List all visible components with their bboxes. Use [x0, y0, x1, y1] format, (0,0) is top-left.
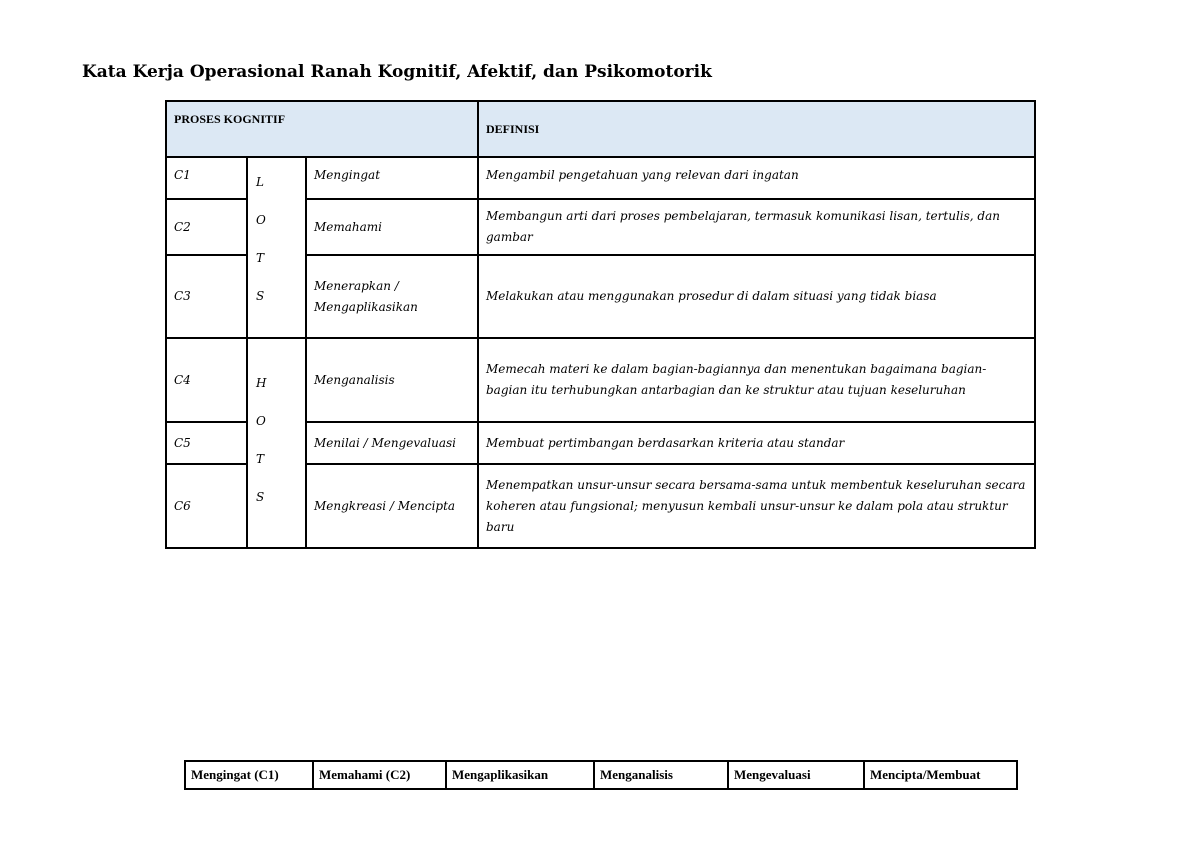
row-process: Menilai / Mengevaluasi: [306, 422, 478, 464]
hots-letter: O: [256, 414, 266, 428]
footer-verb-table: [184, 760, 1018, 790]
row-code: C1: [166, 157, 247, 199]
footer-cell: Memahami (C2): [313, 761, 446, 789]
header-definisi: DEFINISI: [478, 101, 1035, 157]
row-code: C5: [166, 422, 247, 464]
row-definition: Mengambil pengetahuan yang relevan dari ingatan: [478, 157, 1035, 199]
row-definition: Memecah materi ke dalam bagian-bagiannya dan menentukan bagaimana bagian-bagian itu terhubungkan antarbagian dan ke struktur atau tujuan keseluruhan: [478, 338, 1035, 422]
row-code: C6: [166, 464, 247, 548]
row-definition: Melakukan atau menggunakan prosedur di dalam situasi yang tidak biasa: [478, 255, 1035, 338]
row-definition: Menempatkan unsur-unsur secara bersama-sama untuk membentuk keseluruhan secara koheren atau fungsional; menyusun kembali unsur-unsur ke dalam pola atau struktur baru: [478, 464, 1035, 548]
footer-cell: Mengaplikasikan: [446, 761, 594, 789]
row-process: Menerapkan / Mengaplikasikan: [306, 255, 478, 338]
lots-letter: T: [256, 251, 265, 265]
footer-cell: Mencipta/Membuat: [864, 761, 1017, 789]
row-definition: Membangun arti dari proses pembelajaran, termasuk komunikasi lisan, tertulis, dan gambar: [478, 199, 1035, 255]
footer-row: [185, 761, 1017, 789]
row-code: C2: [166, 199, 247, 255]
row-process: Mengkreasi / Mencipta: [306, 464, 478, 548]
hots-letter: H: [256, 376, 267, 390]
footer-cell: Menganalisis: [594, 761, 728, 789]
table-row: [166, 338, 1035, 422]
page-title: Kata Kerja Operasional Ranah Kognitif, Afektif, dan Psikomotorik: [82, 62, 712, 82]
row-definition: Membuat pertimbangan berdasarkan kriteria atau standar: [478, 422, 1035, 464]
lots-letter: O: [256, 213, 266, 227]
lots-label: [247, 157, 306, 338]
row-code: C4: [166, 338, 247, 422]
table-row: [166, 157, 1035, 199]
lots-letter: L: [256, 175, 264, 189]
header-proses-kognitif: PROSES KOGNITIF: [166, 101, 478, 157]
footer-cell: Mengevaluasi: [728, 761, 864, 789]
footer-cell: Mengingat (C1): [185, 761, 313, 789]
row-process: Memahami: [306, 199, 478, 255]
row-code: C3: [166, 255, 247, 338]
table-header-row: [166, 101, 1035, 157]
hots-label: [247, 338, 306, 548]
hots-letter: S: [256, 490, 265, 504]
cognitive-process-table: [165, 100, 1036, 549]
row-process: Mengingat: [306, 157, 478, 199]
hots-letter: T: [256, 452, 265, 466]
lots-letter: S: [256, 289, 265, 303]
row-process: Menganalisis: [306, 338, 478, 422]
